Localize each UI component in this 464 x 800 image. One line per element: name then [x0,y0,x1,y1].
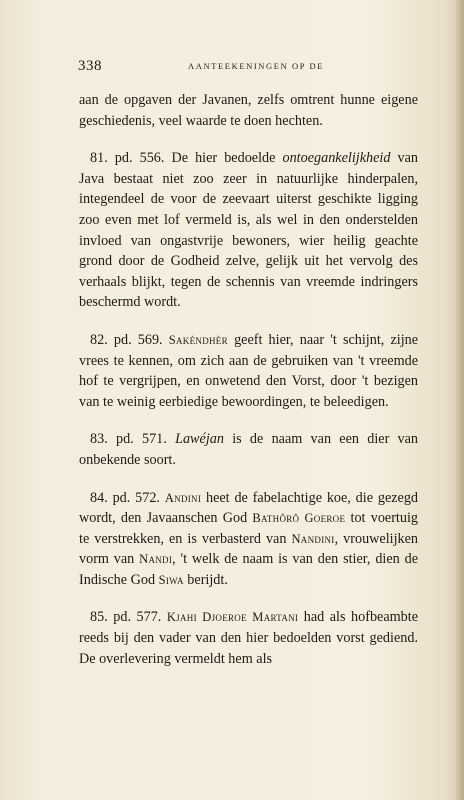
page-body [79,90,418,669]
note-text: , 't welk de naam is van den stier, dien de Indische God [79,551,418,588]
note-82 [79,330,418,412]
note-name: Kjahi Djoeroe Martani [166,610,299,625]
note-name: Siwa [158,572,184,587]
note-lead: 83. pd. 571. [90,431,167,448]
note-text: had als hofbeambte reeds bij den vader van den hier bedoelden vorst gediend. De overlevering vermeldt hem als [79,609,418,667]
note-text: geeft hier, naar 't schijnt, zijne vrees te kennen, om zich aan de gebruiken van 't vreemde hof te vergrijpen, en onwetend den Vorst, door 't bezigen van te weinig eerbiedige bewoordingen, te beleedigen. [79,331,419,410]
note-name: Bathôrô Goeroe [252,511,346,526]
running-head: AANTEEKENINGEN OP DE [188,61,325,71]
note-83 [79,429,418,470]
paragraph-continuation [79,90,418,131]
page-header [78,58,418,78]
note-lead: 85. pd. 577. [90,609,162,626]
note-text: , vrouwelijken vorm van [79,530,419,568]
note-text: tot voertuig te verstrekken, en is verbasterd van [79,510,419,547]
note-84 [79,488,418,591]
note-text: is de naam van een dier van onbekende soort. [79,431,419,468]
page-number: 338 [78,58,102,74]
note-81 [79,148,418,313]
paragraph-text: aan de opgaven der Javanen, zelfs omtrent hunne eigene geschiedenis, veel waarde te doen hechten. [79,92,418,129]
note-name: Nandini [291,531,335,546]
note-italic: Lawéjan [175,431,224,448]
note-lead: 81. pd. 556. [90,150,165,167]
page-edge [456,0,464,800]
note-lead: 84. pd. 572. [90,489,160,506]
note-85 [79,607,418,669]
note-italic: ontoegankelijkheid [282,150,391,167]
note-text: De hier bedoelde [171,150,276,167]
note-text: heet de fabelachtige koe, die gezegd wordt, den Javaanschen God [79,489,419,527]
note-name: Andini [164,490,202,505]
note-text: van Java bestaat niet zoo zeer in natuurlijke hinderpalen, integendeel de voor de zeevaart uiterst geschikte ligging zoo even met lof vermeld is, als wel in den onderstelden invloed van ongastvrije bewoners, wier heilig geachte grond door de Godheid zelve, gelijk uit het vervolg des verhaals blijkt, tegen de schennis van vreemde indringers beschermd wordt. [79,150,418,311]
note-text: berijdt. [187,571,228,588]
note-name: Nandi [139,552,173,567]
note-name: Sakéndhèr [168,332,228,347]
note-lead: 82. pd. 569. [90,331,163,348]
